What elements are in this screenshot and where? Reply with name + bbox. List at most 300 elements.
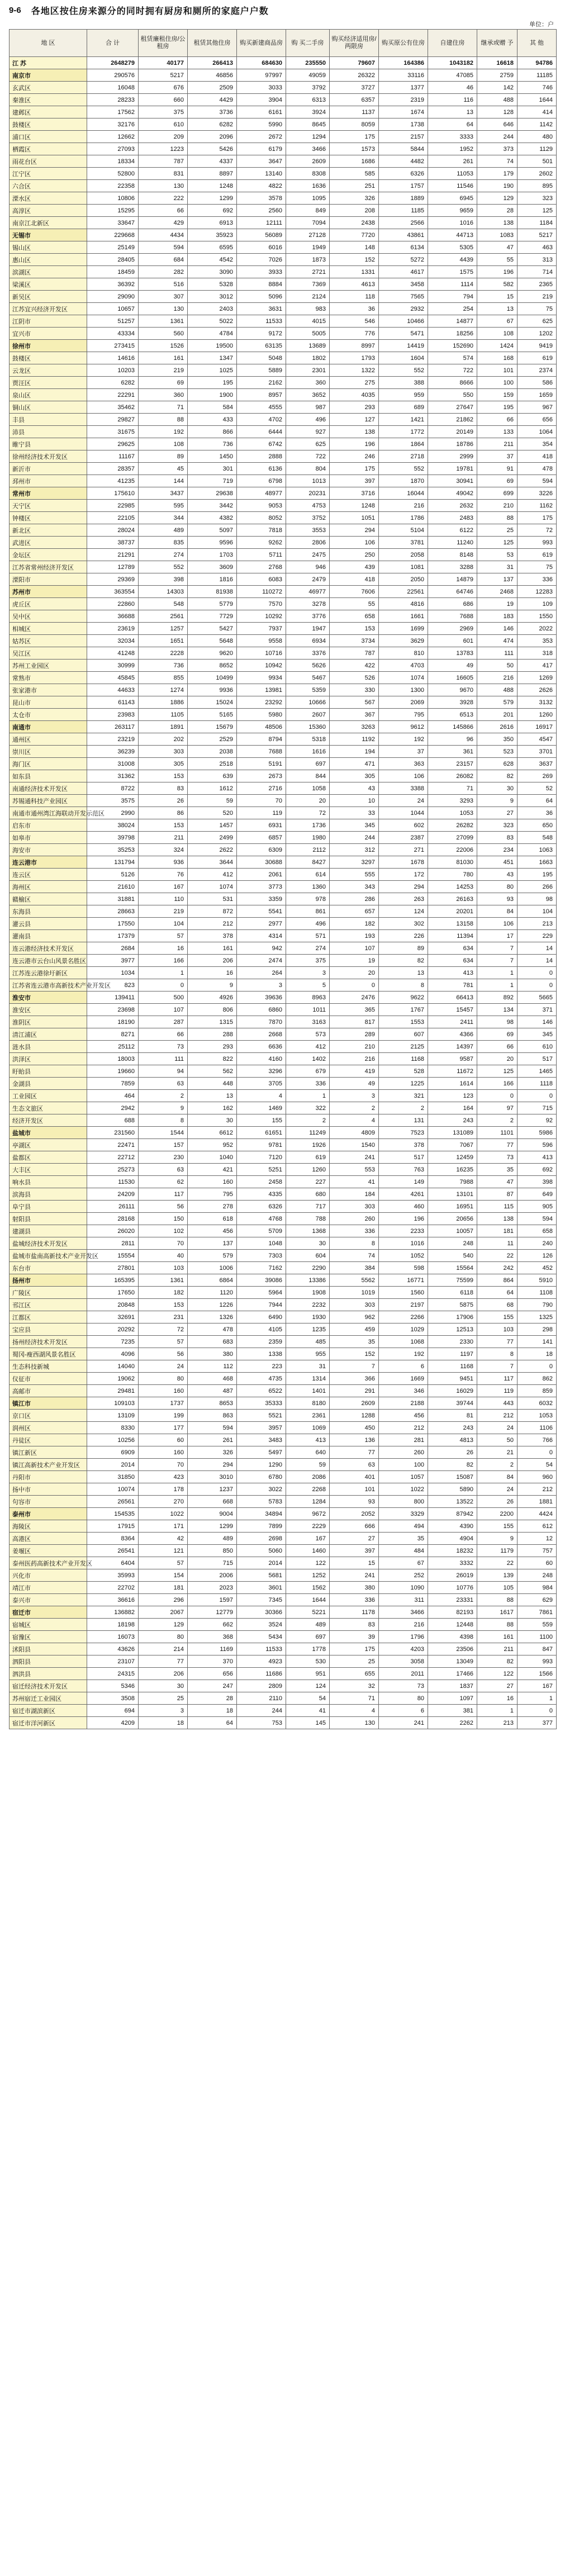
value-cell: 699 bbox=[477, 487, 517, 500]
value-cell: 20292 bbox=[87, 1323, 139, 1336]
value-cell: 229668 bbox=[87, 229, 139, 241]
value-cell: 109103 bbox=[87, 1397, 139, 1410]
value-cell: 9934 bbox=[237, 672, 286, 684]
region-cell: 泉山区 bbox=[10, 389, 87, 401]
value-cell: 9 bbox=[139, 1102, 188, 1114]
value-cell: 766 bbox=[517, 1434, 557, 1446]
value-cell: 195 bbox=[517, 869, 557, 881]
region-cell: 金湖县 bbox=[10, 1078, 87, 1090]
value-cell: 291 bbox=[330, 1385, 379, 1397]
region-cell: 栖霞区 bbox=[10, 143, 87, 155]
value-cell: 202 bbox=[139, 733, 188, 746]
value-cell: 1068 bbox=[379, 1336, 428, 1348]
value-cell: 263 bbox=[379, 893, 428, 905]
value-cell: 69 bbox=[477, 1028, 517, 1041]
value-cell: 8653 bbox=[188, 1397, 237, 1410]
value-cell: 1930 bbox=[286, 1311, 330, 1323]
value-cell: 14419 bbox=[379, 340, 428, 352]
value-cell: 125 bbox=[517, 205, 557, 217]
value-cell: 360 bbox=[286, 377, 330, 389]
value-cell: 226 bbox=[379, 930, 428, 942]
value-cell: 736 bbox=[139, 660, 188, 672]
region-cell: 射阳县 bbox=[10, 1213, 87, 1225]
value-cell: 781 bbox=[428, 979, 477, 992]
value-cell: 1767 bbox=[379, 1004, 428, 1016]
value-cell: 3575 bbox=[87, 795, 139, 807]
value-cell: 460 bbox=[379, 1201, 428, 1213]
value-cell: 13158 bbox=[428, 918, 477, 930]
value-cell: 212 bbox=[477, 1410, 517, 1422]
value-cell: 27128 bbox=[286, 229, 330, 241]
value-cell: 1562 bbox=[286, 1582, 330, 1594]
region-cell: 徐州经济技术开发区 bbox=[10, 450, 87, 463]
region-cell: 常州市 bbox=[10, 487, 87, 500]
value-cell: 788 bbox=[286, 1213, 330, 1225]
table-row bbox=[10, 82, 557, 94]
value-cell: 847 bbox=[517, 1643, 557, 1655]
value-cell: 294 bbox=[379, 881, 428, 893]
region-cell: 江宁区 bbox=[10, 168, 87, 180]
value-cell: 241 bbox=[330, 1569, 379, 1582]
value-cell: 25273 bbox=[87, 1164, 139, 1176]
value-cell: 190 bbox=[477, 180, 517, 192]
value-cell: 153 bbox=[139, 770, 188, 782]
value-cell: 2411 bbox=[428, 1016, 477, 1028]
value-cell: 1738 bbox=[379, 118, 428, 131]
value-cell: 16917 bbox=[517, 721, 557, 733]
value-cell: 82 bbox=[477, 770, 517, 782]
table-row bbox=[10, 1287, 557, 1299]
value-cell: 5005 bbox=[286, 328, 330, 340]
value-cell: 111 bbox=[139, 1053, 188, 1065]
value-cell: 5434 bbox=[237, 1631, 286, 1643]
value-cell: 1699 bbox=[379, 623, 428, 635]
value-cell: 4768 bbox=[237, 1213, 286, 1225]
value-cell: 488 bbox=[477, 94, 517, 106]
value-cell: 164386 bbox=[379, 57, 428, 69]
value-cell: 14253 bbox=[428, 881, 477, 893]
value-cell: 209 bbox=[139, 131, 188, 143]
value-cell: 1185 bbox=[379, 205, 428, 217]
table-row bbox=[10, 217, 557, 229]
value-cell: 32034 bbox=[87, 635, 139, 647]
value-cell: 1566 bbox=[517, 1668, 557, 1680]
value-cell: 1674 bbox=[379, 106, 428, 118]
value-cell: 81938 bbox=[188, 586, 237, 598]
table-row bbox=[10, 1631, 557, 1643]
value-cell: 1802 bbox=[286, 352, 330, 364]
region-cell: 泰州医药高新技术产业开发区 bbox=[10, 1557, 87, 1569]
value-cell: 30999 bbox=[87, 660, 139, 672]
value-cell: 307 bbox=[139, 291, 188, 303]
value-cell: 6513 bbox=[428, 709, 477, 721]
value-cell: 27647 bbox=[428, 401, 477, 414]
region-cell: 江阴市 bbox=[10, 315, 87, 328]
region-cell: 淮阴区 bbox=[10, 1016, 87, 1028]
value-cell: 7870 bbox=[237, 1016, 286, 1028]
value-cell: 16 bbox=[139, 942, 188, 955]
value-cell: 375 bbox=[286, 955, 330, 967]
value-cell: 6309 bbox=[237, 844, 286, 856]
value-cell: 1252 bbox=[286, 1569, 330, 1582]
region-cell: 蜀冈-瘦西湖风景名胜区 bbox=[10, 1348, 87, 1360]
value-cell: 11249 bbox=[286, 1127, 330, 1139]
value-cell: 182 bbox=[139, 1287, 188, 1299]
value-cell: 0 bbox=[517, 979, 557, 992]
value-cell: 70 bbox=[237, 795, 286, 807]
table-row bbox=[10, 955, 557, 967]
value-cell: 2387 bbox=[379, 832, 428, 844]
value-cell: 496 bbox=[286, 414, 330, 426]
value-cell: 243 bbox=[428, 1114, 477, 1127]
value-cell: 219 bbox=[139, 905, 188, 918]
value-cell: 6934 bbox=[286, 635, 330, 647]
value-cell: 1575 bbox=[428, 266, 477, 278]
value-cell: 1053 bbox=[517, 1410, 557, 1422]
value-cell: 53 bbox=[477, 549, 517, 561]
value-cell: 29090 bbox=[87, 291, 139, 303]
region-cell: 响水县 bbox=[10, 1176, 87, 1188]
value-cell: 2759 bbox=[477, 69, 517, 82]
value-cell: 336 bbox=[330, 1225, 379, 1237]
value-cell: 984 bbox=[517, 1582, 557, 1594]
value-cell: 23698 bbox=[87, 1004, 139, 1016]
value-cell: 1237 bbox=[188, 1483, 237, 1496]
value-cell: 1052 bbox=[379, 1250, 428, 1262]
table-body bbox=[10, 57, 557, 1729]
header-row bbox=[10, 30, 557, 57]
value-cell: 81030 bbox=[428, 856, 477, 869]
value-cell: 8 bbox=[477, 1348, 517, 1360]
region-cell: 连云区 bbox=[10, 869, 87, 881]
value-cell: 17379 bbox=[87, 930, 139, 942]
value-cell: 216 bbox=[379, 1619, 428, 1631]
value-cell: 993 bbox=[517, 537, 557, 549]
value-cell: 122 bbox=[477, 1668, 517, 1680]
value-cell: 0 bbox=[517, 1360, 557, 1373]
value-cell: 126 bbox=[517, 1250, 557, 1262]
value-cell: 8997 bbox=[330, 340, 379, 352]
value-cell: 598 bbox=[379, 1262, 428, 1274]
value-cell: 423 bbox=[139, 1471, 188, 1483]
value-cell: 680 bbox=[286, 1188, 330, 1201]
value-cell: 21610 bbox=[87, 881, 139, 893]
value-cell: 31362 bbox=[87, 770, 139, 782]
region-cell: 润州区 bbox=[10, 1422, 87, 1434]
value-cell: 293 bbox=[330, 401, 379, 414]
value-cell: 4105 bbox=[237, 1323, 286, 1336]
value-cell: 43 bbox=[330, 782, 379, 795]
region-cell: 宿豫区 bbox=[10, 1631, 87, 1643]
value-cell: 6326 bbox=[379, 168, 428, 180]
value-cell: 3 bbox=[330, 1090, 379, 1102]
value-cell: 485 bbox=[286, 1336, 330, 1348]
value-cell: 456 bbox=[188, 1225, 237, 1237]
value-cell: 1315 bbox=[188, 1016, 237, 1028]
value-cell: 1178 bbox=[330, 1606, 379, 1619]
table-row bbox=[10, 389, 557, 401]
value-cell: 160 bbox=[139, 1446, 188, 1459]
table-row bbox=[10, 610, 557, 623]
value-cell: 8308 bbox=[286, 168, 330, 180]
value-cell: 107 bbox=[139, 1004, 188, 1016]
value-cell: 1465 bbox=[517, 1065, 557, 1078]
value-cell: 15024 bbox=[188, 696, 237, 709]
value-cell: 10942 bbox=[237, 660, 286, 672]
value-cell: 795 bbox=[379, 709, 428, 721]
value-cell: 103 bbox=[139, 1262, 188, 1274]
value-cell: 655 bbox=[330, 1668, 379, 1680]
value-cell: 1737 bbox=[139, 1397, 188, 1410]
value-cell: 4035 bbox=[330, 389, 379, 401]
value-cell: 20149 bbox=[428, 426, 477, 438]
value-cell: 831 bbox=[139, 168, 188, 180]
region-cell: 启东市 bbox=[10, 819, 87, 832]
region-cell: 宿迁市 bbox=[10, 1606, 87, 1619]
value-cell: 517 bbox=[517, 1053, 557, 1065]
value-cell: 3297 bbox=[330, 856, 379, 869]
value-cell: 5844 bbox=[379, 143, 428, 155]
value-cell: 59 bbox=[188, 795, 237, 807]
value-cell: 88 bbox=[477, 512, 517, 524]
value-cell: 144 bbox=[139, 475, 188, 487]
value-cell: 2023 bbox=[188, 1582, 237, 1594]
value-cell: 418 bbox=[330, 573, 379, 586]
table-row bbox=[10, 1164, 557, 1176]
value-cell: 412 bbox=[188, 869, 237, 881]
value-cell: 7688 bbox=[237, 746, 286, 758]
value-cell: 48977 bbox=[237, 487, 286, 500]
value-cell: 776 bbox=[330, 328, 379, 340]
value-cell: 1757 bbox=[379, 180, 428, 192]
value-cell: 70 bbox=[139, 1237, 188, 1250]
region-cell: 盐城市盐南高新技术产业开发区 bbox=[10, 1250, 87, 1262]
value-cell: 586 bbox=[517, 377, 557, 389]
value-cell: 322 bbox=[286, 1102, 330, 1114]
value-cell: 2499 bbox=[188, 832, 237, 844]
value-cell: 1614 bbox=[428, 1078, 477, 1090]
value-cell: 656 bbox=[517, 414, 557, 426]
value-cell: 719 bbox=[188, 475, 237, 487]
value-cell: 105 bbox=[477, 1582, 517, 1594]
value-cell: 82193 bbox=[428, 1606, 477, 1619]
value-cell: 241 bbox=[330, 1151, 379, 1164]
region-cell: 滨海县 bbox=[10, 1188, 87, 1201]
table-row bbox=[10, 364, 557, 377]
value-cell: 346 bbox=[379, 1385, 428, 1397]
region-cell: 玄武区 bbox=[10, 82, 87, 94]
value-cell: 7859 bbox=[87, 1078, 139, 1090]
value-cell: 9262 bbox=[237, 537, 286, 549]
table-row bbox=[10, 315, 557, 328]
value-cell: 604 bbox=[286, 1250, 330, 1262]
value-cell: 6742 bbox=[237, 438, 286, 450]
value-cell: 1908 bbox=[286, 1287, 330, 1299]
value-cell: 23506 bbox=[428, 1643, 477, 1655]
value-cell: 48506 bbox=[237, 721, 286, 733]
table-row bbox=[10, 1299, 557, 1311]
value-cell: 2969 bbox=[428, 623, 477, 635]
region-cell: 滨湖区 bbox=[10, 266, 87, 278]
value-cell: 1184 bbox=[517, 217, 557, 229]
value-cell: 456 bbox=[379, 1410, 428, 1422]
value-cell: 463 bbox=[517, 241, 557, 254]
value-cell: 216 bbox=[330, 1053, 379, 1065]
value-cell: 1469 bbox=[237, 1102, 286, 1114]
value-cell: 33 bbox=[330, 807, 379, 819]
value-cell: 697 bbox=[286, 1631, 330, 1643]
table-row bbox=[10, 856, 557, 869]
value-cell: 18 bbox=[517, 1348, 557, 1360]
value-cell: 275 bbox=[330, 377, 379, 389]
region-cell: 工业园区 bbox=[10, 1090, 87, 1102]
value-cell: 443 bbox=[477, 1397, 517, 1410]
value-cell: 0 bbox=[517, 1705, 557, 1717]
value-cell: 494 bbox=[379, 1520, 428, 1533]
value-cell: 8148 bbox=[428, 549, 477, 561]
value-cell: 381 bbox=[428, 1705, 477, 1717]
value-cell: 1686 bbox=[330, 155, 379, 168]
value-cell: 2990 bbox=[87, 807, 139, 819]
value-cell: 35253 bbox=[87, 844, 139, 856]
value-cell: 422 bbox=[330, 660, 379, 672]
value-cell: 254 bbox=[428, 303, 477, 315]
value-cell: 6860 bbox=[237, 1004, 286, 1016]
value-cell: 18 bbox=[188, 1705, 237, 1717]
value-cell: 4 bbox=[330, 1705, 379, 1717]
table-row bbox=[10, 684, 557, 696]
value-cell: 80 bbox=[139, 1373, 188, 1385]
table-row bbox=[10, 573, 557, 586]
value-cell: 26 bbox=[477, 1496, 517, 1508]
value-cell: 266 bbox=[517, 881, 557, 893]
value-cell: 1460 bbox=[286, 1545, 330, 1557]
value-cell: 131 bbox=[379, 1114, 428, 1127]
table-row bbox=[10, 1201, 557, 1213]
value-cell: 397 bbox=[330, 1545, 379, 1557]
region-cell: 海门区 bbox=[10, 758, 87, 770]
value-cell: 429 bbox=[139, 217, 188, 229]
value-cell: 418 bbox=[517, 450, 557, 463]
value-cell: 8957 bbox=[237, 389, 286, 401]
value-cell: 124 bbox=[286, 1680, 330, 1692]
value-cell: 3 bbox=[286, 967, 330, 979]
value-cell: 119 bbox=[237, 807, 286, 819]
value-cell: 1069 bbox=[286, 1422, 330, 1434]
value-cell: 2716 bbox=[237, 782, 286, 795]
region-cell: 雨花台区 bbox=[10, 155, 87, 168]
value-cell: 247 bbox=[188, 1680, 237, 1692]
value-cell: 7565 bbox=[379, 291, 428, 303]
value-cell: 12459 bbox=[428, 1151, 477, 1164]
value-cell: 787 bbox=[330, 647, 379, 660]
value-cell: 50 bbox=[477, 1434, 517, 1446]
value-cell: 38737 bbox=[87, 537, 139, 549]
value-cell: 8180 bbox=[286, 1397, 330, 1410]
value-cell: 9 bbox=[188, 979, 237, 992]
value-cell: 13101 bbox=[428, 1188, 477, 1201]
value-cell: 4366 bbox=[428, 1028, 477, 1041]
value-cell: 15457 bbox=[428, 1004, 477, 1016]
value-cell: 2061 bbox=[237, 869, 286, 881]
value-cell: 36 bbox=[330, 303, 379, 315]
value-cell: 52800 bbox=[87, 168, 139, 180]
value-cell: 419 bbox=[330, 1065, 379, 1078]
table-row bbox=[10, 401, 557, 414]
value-cell: 528 bbox=[379, 1065, 428, 1078]
value-cell: 210 bbox=[330, 1041, 379, 1053]
value-cell: 3701 bbox=[517, 746, 557, 758]
value-cell: 552 bbox=[139, 561, 188, 573]
value-cell: 15360 bbox=[286, 721, 330, 733]
column-header-3: 租赁其他住房 bbox=[188, 30, 237, 57]
region-cell: 鼓楼区 bbox=[10, 352, 87, 364]
value-cell: 715 bbox=[517, 1102, 557, 1114]
value-cell: 474 bbox=[477, 635, 517, 647]
value-cell: 9612 bbox=[379, 721, 428, 733]
value-cell: 72 bbox=[517, 524, 557, 537]
value-cell: 8052 bbox=[237, 512, 286, 524]
value-cell: 5165 bbox=[188, 709, 237, 721]
table-row bbox=[10, 561, 557, 573]
value-cell: 1118 bbox=[517, 1078, 557, 1090]
value-cell: 15564 bbox=[428, 1262, 477, 1274]
value-cell: 26 bbox=[428, 1446, 477, 1459]
value-cell: 1169 bbox=[188, 1643, 237, 1655]
value-cell: 24 bbox=[379, 795, 428, 807]
value-cell: 634 bbox=[428, 955, 477, 967]
value-cell: 4314 bbox=[237, 930, 286, 942]
value-cell: 905 bbox=[517, 1201, 557, 1213]
region-cell: 淮安市 bbox=[10, 992, 87, 1004]
value-cell: 1090 bbox=[379, 1582, 428, 1594]
value-cell: 6913 bbox=[188, 217, 237, 229]
value-cell: 4015 bbox=[286, 315, 330, 328]
value-cell: 1095 bbox=[286, 192, 330, 205]
value-cell: 77 bbox=[477, 1139, 517, 1151]
value-cell: 684 bbox=[139, 254, 188, 266]
region-cell: 苏州宿迁工业园区 bbox=[10, 1692, 87, 1705]
value-cell: 4809 bbox=[330, 1127, 379, 1139]
value-cell: 2529 bbox=[188, 733, 237, 746]
value-cell: 3933 bbox=[237, 266, 286, 278]
value-cell: 2124 bbox=[286, 291, 330, 303]
value-cell: 104 bbox=[139, 918, 188, 930]
value-cell: 676 bbox=[139, 82, 188, 94]
table-row bbox=[10, 352, 557, 364]
value-cell: 1260 bbox=[286, 1164, 330, 1176]
value-cell: 1053 bbox=[428, 807, 477, 819]
region-cell: 通州区 bbox=[10, 733, 87, 746]
value-cell: 133 bbox=[477, 426, 517, 438]
value-cell: 448 bbox=[188, 1078, 237, 1090]
value-cell: 269 bbox=[517, 770, 557, 782]
value-cell: 88 bbox=[477, 1594, 517, 1606]
value-cell: 28357 bbox=[87, 463, 139, 475]
value-cell: 28 bbox=[477, 205, 517, 217]
value-cell: 20 bbox=[330, 967, 379, 979]
value-cell: 5022 bbox=[188, 315, 237, 328]
value-cell: 487 bbox=[188, 1385, 237, 1397]
value-cell: 290576 bbox=[87, 69, 139, 82]
value-cell: 63 bbox=[139, 1164, 188, 1176]
value-cell: 26282 bbox=[428, 819, 477, 832]
value-cell: 336 bbox=[517, 573, 557, 586]
column-header-8: 自建住房 bbox=[428, 30, 477, 57]
region-cell: 如东县 bbox=[10, 770, 87, 782]
region-cell: 钟楼区 bbox=[10, 512, 87, 524]
value-cell: 30941 bbox=[428, 475, 477, 487]
